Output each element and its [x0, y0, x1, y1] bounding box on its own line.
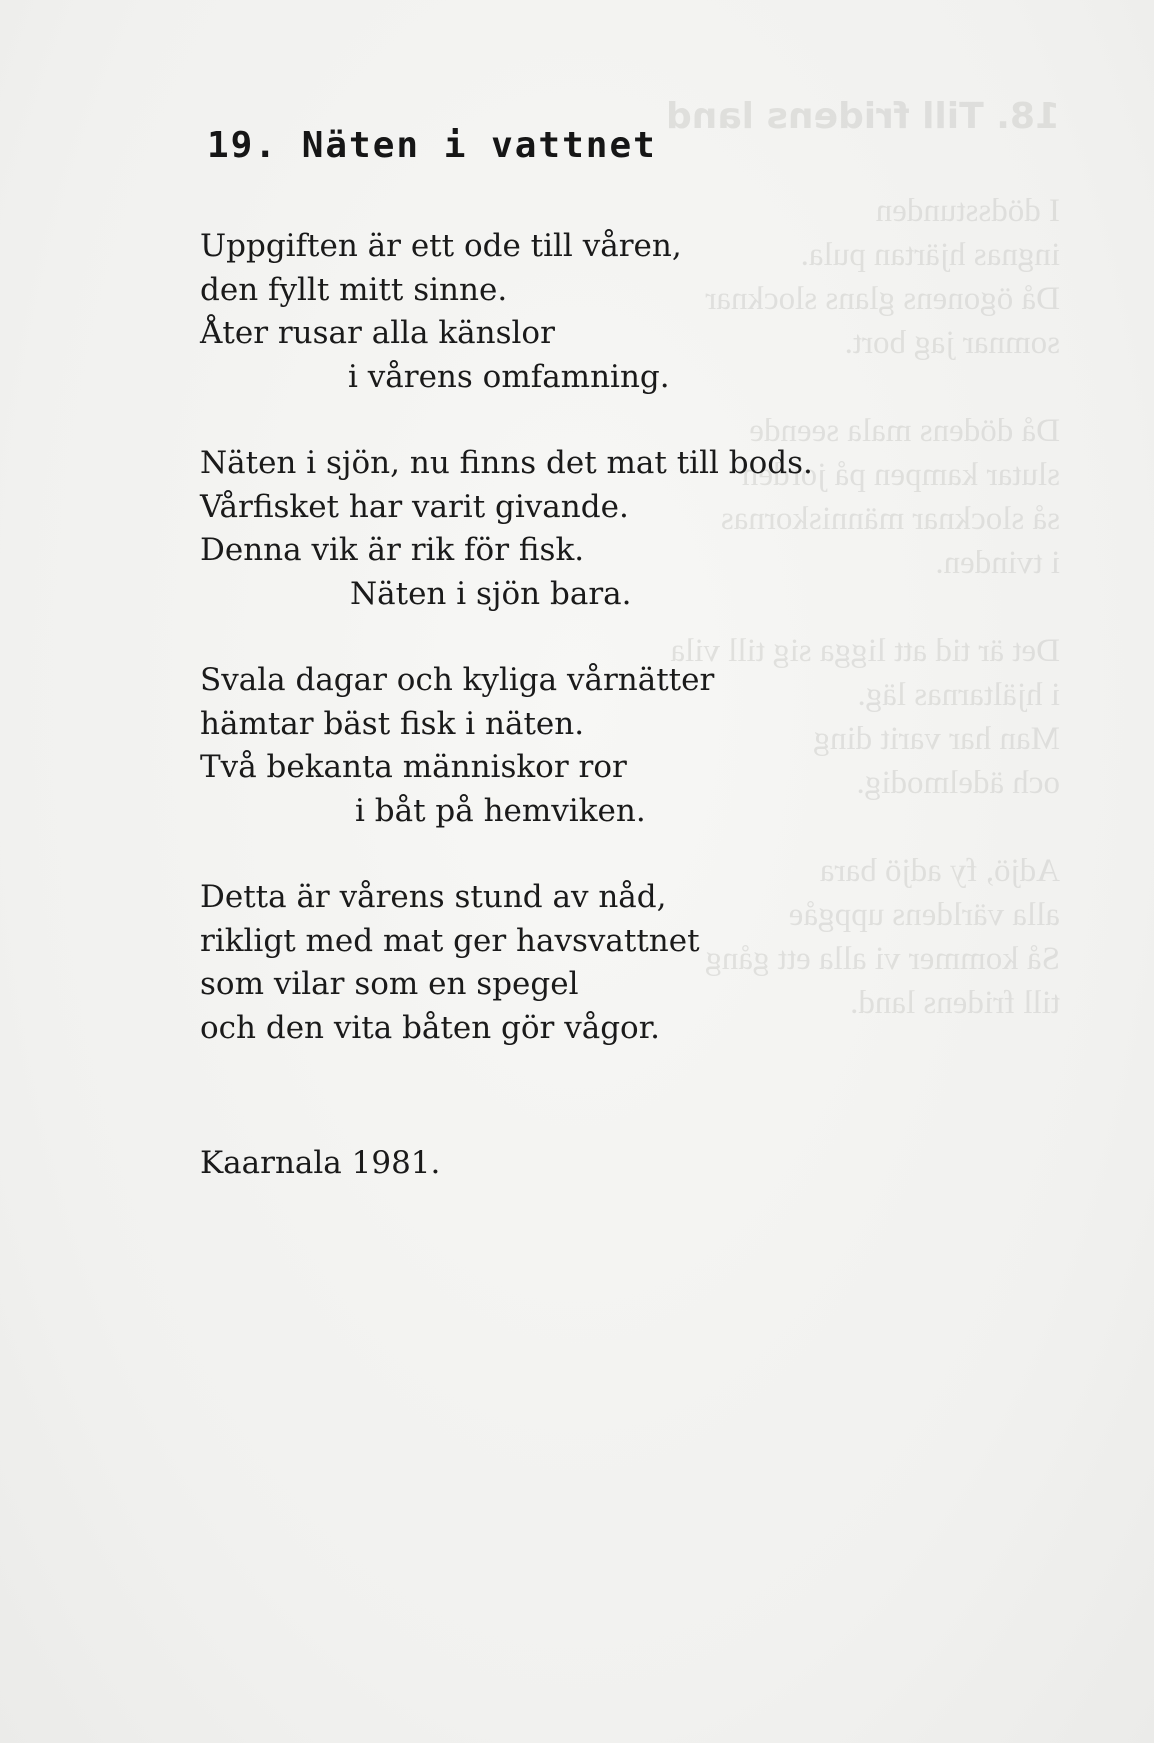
- bleed-through-line: Det är tid att ligga sig till vila: [670, 633, 1060, 669]
- poem-line: Svala dagar och kyliga vårnätter: [200, 662, 715, 698]
- poem-line: som vilar som en spegel: [200, 966, 579, 1002]
- poem-line: rikligt med mat ger havsvattnet: [200, 922, 700, 959]
- bleed-through-line: Så kommer vi alla ett gång: [705, 941, 1060, 977]
- bleed-through-line: slutar kampen på jorden: [742, 457, 1060, 493]
- poem-line: i vårens omfamning.: [348, 358, 670, 395]
- bleed-through-line: i hjältarnas läg.: [857, 677, 1060, 713]
- poem-line: Vårfisket har varit givande.: [200, 488, 629, 525]
- bleed-through-line: somnar jag bort.: [844, 325, 1060, 361]
- bleed-through-line: Då ögonens glans slocknar: [705, 281, 1060, 317]
- bleed-through-title: 18. Till fridens land: [666, 96, 1060, 137]
- stanza-1: [200, 225, 920, 399]
- stanza-3: [200, 659, 920, 833]
- bleed-through-line: Då dödens mala seende: [749, 413, 1060, 449]
- bleed-through-line: till fridens land.: [850, 985, 1060, 1021]
- poem-line: Näten i sjön, nu finns det mat till bods.: [200, 445, 813, 481]
- bleed-through-line: I dödsstunden: [875, 193, 1060, 229]
- poem-line: Detta är vårens stund av nåd,: [200, 879, 667, 915]
- bleed-through-line: Adjö, fy adjö bara: [819, 853, 1060, 889]
- poem-line: och den vita båten gör vågor.: [200, 1009, 660, 1046]
- place-date-signature: Kaarnala 1981.: [200, 1145, 441, 1181]
- poem-title: 19. Näten i vattnet: [207, 125, 657, 166]
- stanza-2: [200, 442, 920, 616]
- bleed-through-line: i tvinden.: [935, 545, 1060, 581]
- bleed-through-line: Man har varit ding: [813, 721, 1060, 757]
- poem-body: [200, 225, 920, 1093]
- poem-line: i båt på hemviken.: [355, 792, 646, 829]
- poem-line: Åter rusar alla känslor: [200, 315, 555, 351]
- bleed-through-line: och ädelmodig.: [856, 765, 1060, 801]
- poem-line: hämtar bäst fisk i näten.: [200, 705, 585, 742]
- bleed-through-line: alla världens uppgåe: [788, 897, 1060, 933]
- bleed-through-line: ingnas hjärtan pula.: [800, 237, 1060, 273]
- stanza-4: [200, 876, 920, 1050]
- poem-line: Denna vik är rik för fisk.: [200, 532, 585, 568]
- bleed-through-line: så slocknar människornas: [720, 501, 1060, 537]
- poem-line: Två bekanta människor ror: [200, 749, 627, 785]
- poem-line: Näten i sjön bara.: [350, 575, 632, 612]
- poem-line: Uppgiften är ett ode till våren,: [200, 228, 682, 264]
- poem-line: den fyllt mitt sinne.: [200, 271, 508, 308]
